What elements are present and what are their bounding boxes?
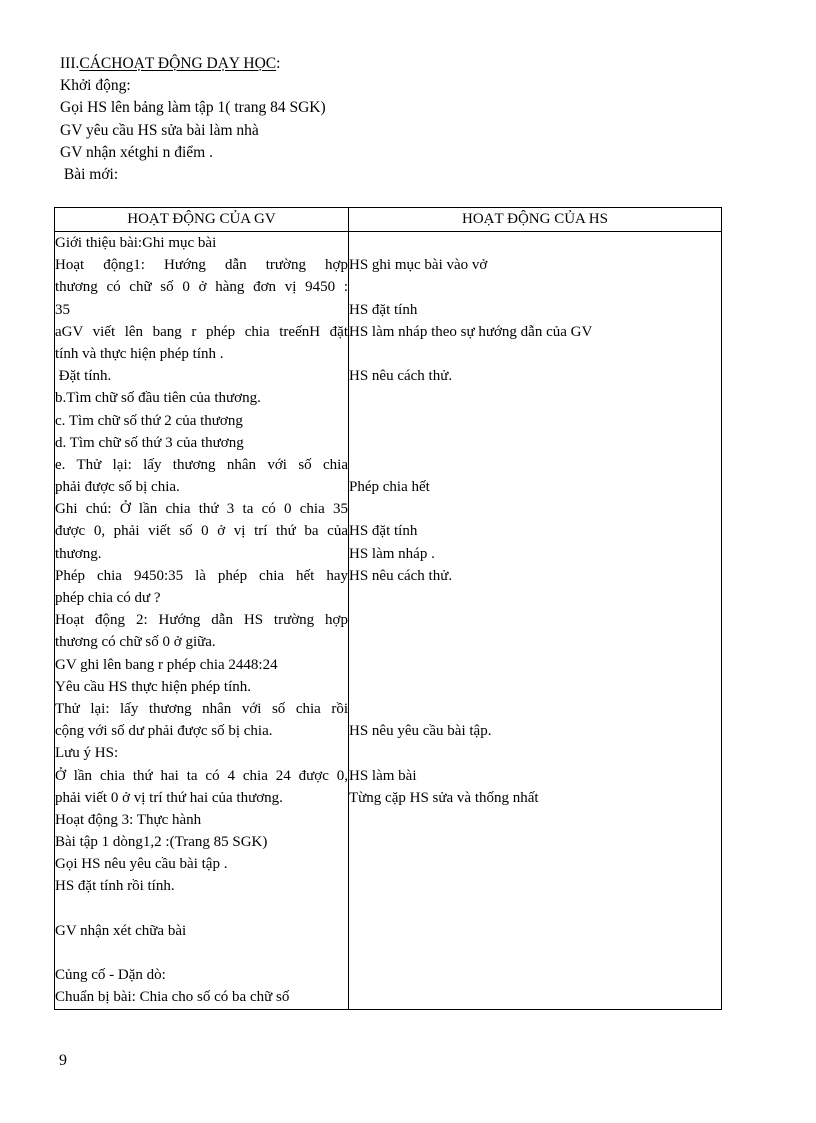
teacher-activity-line: Lưu ý HS: xyxy=(55,745,119,762)
student-activity-line: HS làm nháp theo sự hướng dẫn của GV xyxy=(349,323,593,340)
teacher-activity-line: phép chia có dư ? xyxy=(55,590,161,606)
student-activity-line: HS đặt tính xyxy=(349,523,418,540)
student-activity-line xyxy=(349,276,721,298)
student-activity-line xyxy=(349,742,721,764)
teacher-activity-line: GV ghi lên bang r phép chia 2448:24 xyxy=(55,656,278,673)
table-row xyxy=(55,232,722,1010)
teacher-activity-line: thương có chữ số 0 ở hàng đơn vị 9450 : xyxy=(55,279,348,296)
page-number: 9 xyxy=(59,1052,67,1069)
student-activity-line: Từng cặp HS sửa và thống nhất xyxy=(349,789,539,806)
teacher-activity-line: aGV viết lên bang r phép chia treếnH đặt xyxy=(55,323,348,340)
teacher-activity-line: thương. xyxy=(55,545,102,562)
table-header-row xyxy=(55,208,722,232)
teacher-activity-line: Giới thiệu bài:Ghi mục bài xyxy=(55,235,217,251)
teacher-activity-line: Gọi HS nêu yêu cầu bài tập . xyxy=(55,856,228,873)
teacher-activity-line xyxy=(55,898,348,920)
student-activity-line: HS nêu yêu cầu bài tập. xyxy=(349,723,492,740)
teacher-activity-line: e. Thử lại: lấy thương nhân với số chia xyxy=(55,456,348,473)
student-activity-line xyxy=(349,454,721,476)
teacher-activity-line: phải viết 0 ở vị trí thứ hai của thương. xyxy=(55,789,283,806)
teacher-activity-line: b.Tìm chữ số đầu tiên của thương. xyxy=(55,390,261,407)
teacher-activity-line: Ở lần chia thứ hai ta có 4 chia 24 được 0, xyxy=(55,767,348,784)
teacher-activity-line: được 0, phải viết số 0 ở vị trí thứ ba của xyxy=(55,523,348,540)
intro-line: Bài mới: xyxy=(60,166,119,184)
student-activity-line xyxy=(349,676,721,698)
student-activity-line: HS làm bài xyxy=(349,767,417,784)
student-activity-line xyxy=(349,387,721,409)
teacher-activity-line: HS đặt tính rồi tính. xyxy=(55,878,175,895)
teacher-activity-line: Thử lại: lấy thương nhân với số chia rồi xyxy=(55,700,348,717)
heading-text: CÁCHOẠT ĐỘNG DẠY HỌC xyxy=(79,55,277,72)
teacher-activity-line: Củng cố - Dặn dò: xyxy=(55,967,166,984)
teacher-activity-line: Phép chia 9450:35 là phép chia hết hay xyxy=(55,567,348,584)
teacher-activity-line: tính và thực hiện phép tính . xyxy=(55,345,224,362)
student-activity-line: HS đặt tính xyxy=(349,301,418,318)
teacher-activity-line: Hoạt động 3: Thực hành xyxy=(55,811,202,828)
teacher-activity-line: d. Tìm chữ số thứ 3 của thương xyxy=(55,434,244,451)
student-activity-line xyxy=(349,232,721,254)
student-activity-line: Phép chia hết xyxy=(349,479,430,496)
teacher-activity-line xyxy=(55,942,348,964)
teacher-activity-line: c. Tìm chữ số thứ 2 của thương xyxy=(55,412,243,429)
teacher-activity-line: Hoạt động 2: Hướng dẫn HS trường hợp xyxy=(55,612,348,629)
student-activity-line: HS nêu cách thử. xyxy=(349,368,453,385)
teacher-activity-header: HOẠT ĐỘNG CỦA GV xyxy=(55,208,349,232)
student-activity-header: HOẠT ĐỘNG CỦA HS xyxy=(349,208,722,232)
activities-table xyxy=(54,207,722,1010)
student-activity-line xyxy=(349,698,721,720)
teacher-activity-line: Ghi chú: Ở lần chia thứ 3 ta có 0 chia 35 xyxy=(55,501,348,518)
teacher-activity-line: cộng với số dư phải được số bị chia. xyxy=(55,723,273,740)
intro-line: Khởi động: xyxy=(60,77,131,95)
student-activity-line xyxy=(349,432,721,454)
teacher-activity-line: Hoạt động1: Hướng dẫn trường hợp xyxy=(55,257,348,274)
heading-prefix: III. xyxy=(60,55,80,72)
teacher-activity-line: Đặt tính. xyxy=(55,368,112,385)
student-activity-line: HS làm nháp . xyxy=(349,545,435,562)
student-activity-line xyxy=(349,587,721,609)
heading-suffix: : xyxy=(276,55,281,72)
teacher-activity-line: 35 xyxy=(55,301,70,318)
student-activity-line xyxy=(349,631,721,653)
teacher-activity-cell xyxy=(55,232,349,1010)
student-activity-line xyxy=(349,654,721,676)
intro-line: GV nhận xétghi n điểm . xyxy=(60,143,213,161)
intro-section xyxy=(60,53,760,186)
student-activity-line: HS ghi mục bài vào vở xyxy=(349,257,488,274)
teacher-activity-line: phải được số bị chia. xyxy=(55,479,180,496)
teacher-activity-line: thương có chữ số 0 ở giữa. xyxy=(55,634,216,651)
section-heading xyxy=(60,53,760,75)
student-activity-line xyxy=(349,498,721,520)
intro-line: Gọi HS lên bảng làm tập 1( trang 84 SGK) xyxy=(60,99,326,117)
student-activity-line: HS nêu cách thử. xyxy=(349,567,453,584)
intro-line: GV yêu cầu HS sửa bài làm nhà xyxy=(60,121,259,139)
teacher-activity-line: Chuẩn bị bài: Chia cho số có ba chữ số xyxy=(55,989,290,1006)
teacher-activity-line: Yêu cầu HS thực hiện phép tính. xyxy=(55,678,252,695)
teacher-activity-line: GV nhận xét chữa bài xyxy=(55,922,187,939)
student-activity-line xyxy=(349,343,721,365)
student-activity-line xyxy=(349,609,721,631)
student-activity-line xyxy=(349,410,721,432)
student-activity-cell xyxy=(349,232,722,1010)
teacher-activity-line: Bài tập 1 dòng1,2 :(Trang 85 SGK) xyxy=(55,834,268,851)
